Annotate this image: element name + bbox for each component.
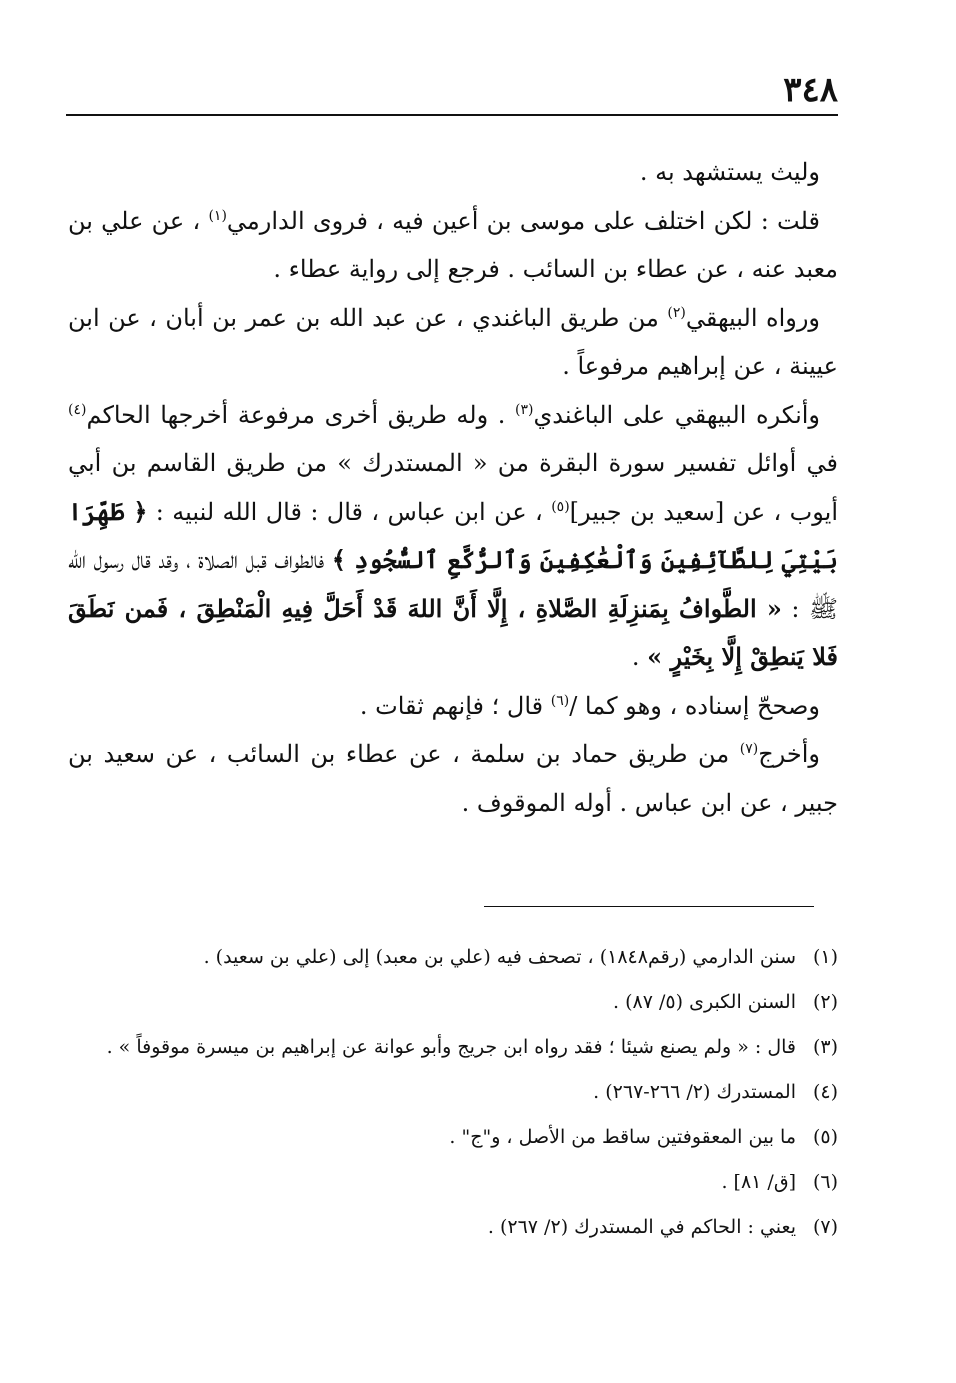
footnote-3 bbox=[68, 1025, 838, 1070]
paragraph-1 bbox=[68, 148, 838, 197]
main-text bbox=[68, 148, 838, 827]
text-segment: في أوائل تفسير سورة البقرة من « المستدرك » من طريق القاسم بن أبي أيوب ، عن [سعيد بن جبير] bbox=[68, 449, 839, 526]
paragraph-2 bbox=[68, 197, 838, 294]
footnote-1 bbox=[68, 935, 838, 980]
footnote-text: ما بين المعقوفتين ساقط من الأصل ، و"ج" . bbox=[449, 1126, 796, 1148]
text-segment: ، عن علي بن معبد عنه ، عن عطاء بن السائب . فرجع إلى رواية عطاء . bbox=[68, 206, 838, 283]
footnote-number: (٧) bbox=[812, 1216, 838, 1238]
text-segment: قلت : لكن اختلف على موسى بن أعين فيه ، فروى الدارمي bbox=[226, 206, 821, 235]
footnote-text: قال : « ولم يصنع شيئا ؛ فقد رواه ابن جريج وأبو عوانة عن إبراهيم بن ميسرة موقوفاً » . bbox=[106, 1036, 796, 1058]
footnote-2 bbox=[68, 980, 838, 1025]
quran-verse: ﴿ طَهِّرَا بَيْتِيَ لِلطَّآئِفِينَ وَٱلْعَٰكِفِينَ وَٱلرُّكَّعِ ٱلسُّجُودِ ﴾ bbox=[68, 496, 838, 574]
text-segment: قال ؛ فإنهم ثقات . bbox=[359, 691, 551, 720]
text-segment: وليث يستشهد به . bbox=[639, 158, 820, 186]
text-segment: . bbox=[631, 643, 648, 671]
footnote-6 bbox=[68, 1160, 838, 1205]
footnote-number: (٦) bbox=[812, 1171, 838, 1193]
text-segment: ورواه البيهقي bbox=[685, 303, 821, 332]
text-segment: من طريق الباغندي ، عن عبد الله بن عمر بن أبان ، عن ابن عيينة ، عن إبراهيم مرفوعاً . bbox=[68, 303, 838, 380]
text-segment: ، عن ابن عباس ، قال : قال الله لنبيه : bbox=[147, 497, 552, 526]
text-segment: من طريق حماد بن سلمة ، عن عطاء بن السائب ، عن سعيد بن جبير ، عن ابن عباس . أوله الموقوف . bbox=[68, 740, 838, 817]
footnote-ref-5[interactable]: (٥) bbox=[551, 498, 570, 515]
footnote-number: (٢) bbox=[812, 991, 838, 1013]
paragraph-3 bbox=[68, 294, 838, 391]
paragraph-6 bbox=[68, 730, 838, 827]
header-rule bbox=[66, 114, 838, 116]
footnote-text: المستدرك (٢/ ٢٦٦-٢٦٧) . bbox=[593, 1081, 796, 1103]
footnote-number: (٣) bbox=[812, 1036, 838, 1058]
paragraph-4 bbox=[68, 391, 838, 682]
footnote-5 bbox=[68, 1115, 838, 1160]
footnote-7 bbox=[68, 1205, 838, 1250]
text-segment: وأنكره البيهقي على الباغندي bbox=[533, 400, 820, 429]
footnote-number: (١) bbox=[812, 946, 838, 968]
footnote-separator bbox=[484, 906, 814, 907]
footnote-ref-6[interactable]: (٦) bbox=[550, 692, 570, 709]
footnote-ref-7[interactable]: (٧) bbox=[739, 741, 759, 757]
paragraph-5 bbox=[68, 682, 838, 731]
text-segment: . وله طريق أخرى مرفوعة أخرجها الحاكم bbox=[86, 400, 516, 429]
page-number: ٣٤٨ bbox=[783, 70, 838, 110]
footnote-text: [ق/ ٨١] . bbox=[721, 1171, 796, 1193]
footnote-number: (٥) bbox=[812, 1126, 838, 1148]
footnote-ref-2[interactable]: (٢) bbox=[667, 304, 686, 321]
text-segment: فالطواف قبل الصلاة ، وقد قال رسول الله ﷺ : bbox=[68, 546, 839, 623]
footnote-text: السنن الكبرى (٥/ ٨٧) . bbox=[613, 991, 796, 1013]
footnotes bbox=[68, 935, 838, 1250]
footnote-text: سنن الدارمي (رقم١٨٤٨) ، تصحف فيه (علي بن معبد) إلى (علي بن سعيد) . bbox=[203, 946, 796, 968]
footnote-number: (٤) bbox=[812, 1081, 838, 1103]
hadith-quote: « الطَّوافُ بِمَنزِلَةِ الصَّلاةِ ، إِلَّا أَنَّ اللهَ قَدْ أَحَلَّ فِيهِ الْمَنْطِقَ ، فَمن نَطَقَ فَلا يَنطِقْ إِلَّا بِخَيْرٍ » bbox=[68, 593, 838, 671]
footnote-ref-1[interactable]: (١) bbox=[208, 207, 227, 224]
footnote-ref-4[interactable]: (٤) bbox=[68, 401, 87, 418]
footnote-text: يعني : الحاكم في المستدرك (٢/ ٢٦٧) . bbox=[487, 1216, 796, 1238]
footnote-ref-3[interactable]: (٣) bbox=[515, 401, 534, 418]
text-segment: وصححّ إسناده ، وهو كما / bbox=[569, 691, 820, 720]
footnote-4 bbox=[68, 1070, 838, 1115]
text-segment: وأخرج bbox=[758, 740, 821, 768]
